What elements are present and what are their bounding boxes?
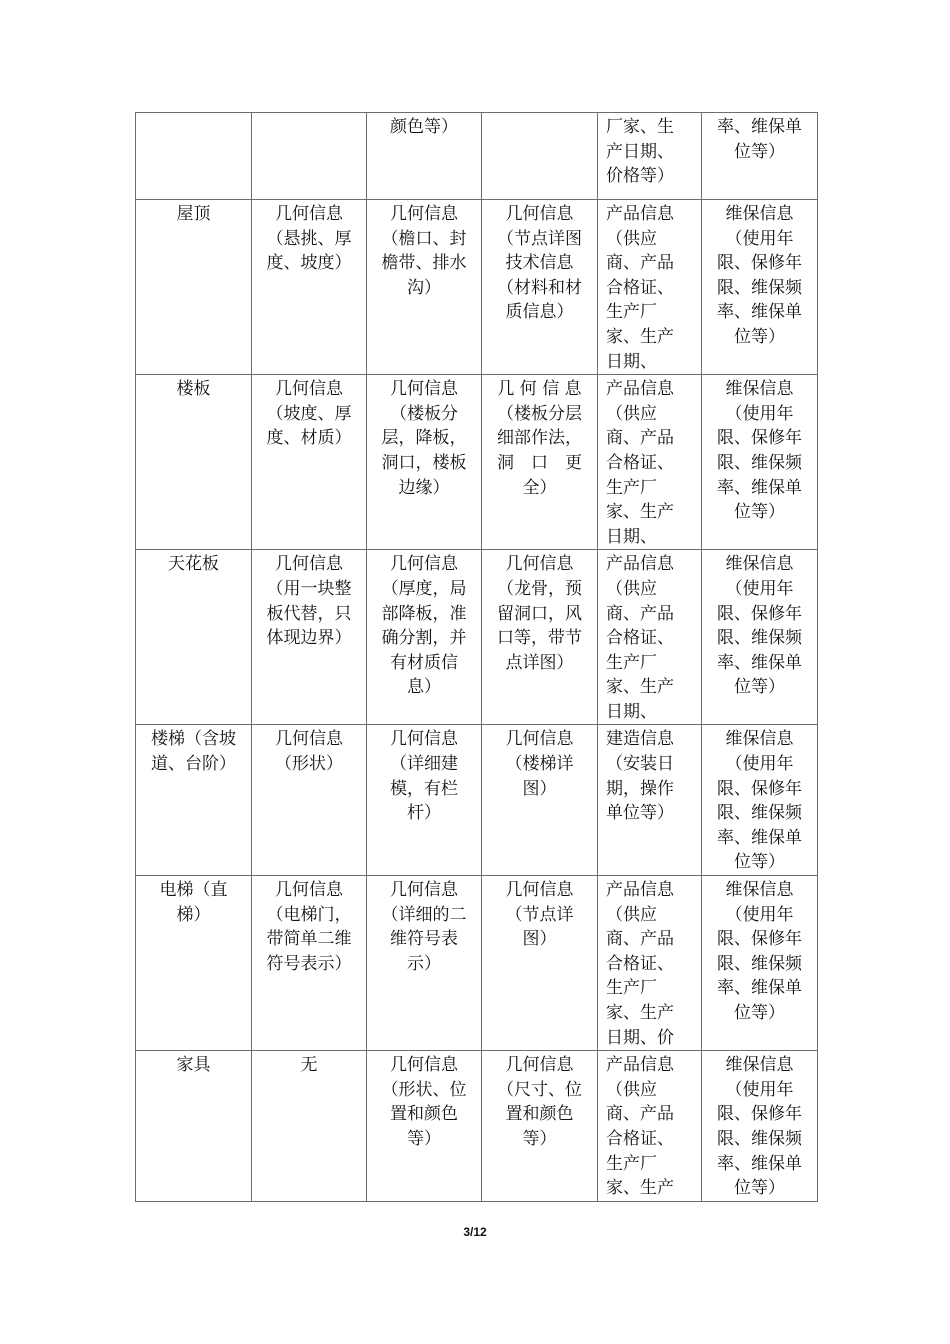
- page-number: 3/12: [463, 1225, 487, 1239]
- table-cell: [367, 200, 482, 375]
- cell-text: 产品信息 （供应 商、产品 合格证、 生产厂 家、生产 日期、: [606, 204, 674, 372]
- table-cell: [598, 1051, 702, 1202]
- cell-text: 厂家、生 产日期、 价格等）: [606, 117, 674, 187]
- table-cell: [252, 200, 367, 375]
- table-cell: [136, 113, 252, 200]
- table-row: [136, 1051, 818, 1202]
- table-cell: [702, 550, 818, 725]
- cell-text: 维保信息 （使用年 限、保修年 限、维保频 率、维保单 位等）: [717, 554, 802, 698]
- table-row: [136, 200, 818, 375]
- table-cell: [367, 725, 482, 876]
- cell-text: 几何信息 （形状、位 置和颜色 等）: [381, 1055, 467, 1149]
- cell-text: 几何信息 （节点详图 技术信息 （材料和材 质信息）: [497, 204, 582, 323]
- table-cell: [136, 550, 252, 725]
- cell-text: 几何信息 （檐口、封 檐带、排水 沟）: [381, 204, 467, 298]
- table-cell: [598, 113, 702, 200]
- table-cell: [482, 725, 598, 876]
- cell-text: 产品信息 （供应 商、产品 合格证、 生产厂 家、生产 日期、: [606, 554, 674, 722]
- cell-text: 屋顶: [176, 204, 211, 224]
- cell-text: 几何信息 （悬挑、厚 度、坡度）: [266, 204, 352, 274]
- cell-text: 维保信息 （使用年 限、保修年 限、维保频 率、维保单 位等）: [717, 729, 802, 873]
- cell-text: 几何信息 （厚度，局 部降板，准 确分割，并 有材质信 息）: [381, 554, 467, 698]
- cell-text: 几何信息 （用一块整 板代替，只 体现边界）: [266, 554, 352, 649]
- cell-text: 维保信息 （使用年 限、保修年 限、维保频 率、维保单 位等）: [717, 1055, 802, 1199]
- table-cell: [482, 550, 598, 725]
- cell-text: 几何信息 （坡度、厚 度、材质）: [266, 379, 352, 449]
- table-cell: [252, 725, 367, 876]
- cell-text: 几何信息 （楼梯详 图）: [505, 729, 574, 799]
- cell-text: 维保信息 （使用年 限、保修年 限、维保频 率、维保单 位等）: [717, 379, 802, 523]
- cell-text: 率、维保单 位等）: [717, 117, 802, 162]
- cell-text: 建造信息 （安装日 期，操作 单位等）: [606, 729, 674, 824]
- table-cell: [136, 1051, 252, 1202]
- table-cell: [702, 113, 818, 200]
- cell-text: 楼板: [176, 379, 211, 400]
- table-cell: [598, 725, 702, 876]
- table-body: [136, 113, 818, 1202]
- cell-text: 产品信息 （供应 商、产品 合格证、 生产厂 家、生产 日期、: [606, 379, 674, 547]
- table-cell: [252, 550, 367, 725]
- table-row: [136, 725, 818, 876]
- table-cell: [598, 876, 702, 1051]
- table-cell: [702, 200, 818, 375]
- table-cell: [482, 200, 598, 375]
- table-cell: [482, 876, 598, 1051]
- cell-text: 电梯（直 梯）: [159, 880, 228, 925]
- table-row: [136, 375, 818, 550]
- table-row: [136, 113, 818, 200]
- table-cell: [367, 1051, 482, 1202]
- table-cell: [598, 200, 702, 375]
- table-row: [136, 550, 818, 725]
- table-cell: [482, 375, 598, 550]
- cell-text: 几何信息 （楼板分 层，降板， 洞口，楼板 边缘）: [381, 379, 467, 498]
- table-cell: [598, 550, 702, 725]
- cell-text: 产品信息 （供应 商、产品 合格证、 生产厂 家、生产 日期、价: [606, 880, 674, 1048]
- table-cell: [367, 876, 482, 1051]
- table-cell: [252, 113, 367, 200]
- table-cell: [702, 876, 818, 1051]
- table-cell: [702, 725, 818, 876]
- cell-text: 几何信息 （详细建 模，有栏 杆）: [390, 729, 458, 824]
- table-cell: [252, 876, 367, 1051]
- table-cell: [482, 113, 598, 200]
- table-row: [136, 876, 818, 1051]
- cell-text: 天花板: [168, 554, 219, 575]
- cell-text: 几 何 信 息 （楼板分层 细部作法， 洞 口 更 全）: [497, 379, 582, 498]
- data-table: [135, 112, 818, 1202]
- cell-text: 几何信息 （龙骨，预 留洞口，风 口等，带节 点详图）: [497, 554, 582, 673]
- table-cell: [136, 200, 252, 375]
- cell-text: 几何信息 （尺寸、位 置和颜色 等）: [497, 1055, 582, 1149]
- cell-text: 维保信息 （使用年 限、保修年 限、维保频 率、维保单 位等）: [717, 204, 802, 347]
- cell-text: 颜色等）: [390, 117, 458, 137]
- cell-text: 维保信息 （使用年 限、保修年 限、维保频 率、维保单 位等）: [717, 880, 802, 1023]
- table-cell: [702, 375, 818, 550]
- table-cell: [252, 1051, 367, 1202]
- cell-text: 无: [300, 1055, 318, 1076]
- cell-text: 几何信息 （形状）: [275, 729, 343, 775]
- cell-text: 产品信息 （供应 商、产品 合格证、 生产厂 家、生产: [606, 1055, 674, 1199]
- table-cell: [482, 1051, 598, 1202]
- table-cell: [367, 550, 482, 725]
- cell-text: 几何信息 （详细的二 维符号表 示）: [381, 880, 467, 974]
- table-cell: [367, 113, 482, 200]
- table-cell: [136, 725, 252, 876]
- table-cell: [136, 375, 252, 550]
- cell-text: 几何信息 （电梯门， 带简单二维 符号表示）: [266, 880, 352, 974]
- table-cell: [367, 375, 482, 550]
- cell-text: 几何信息 （节点详 图）: [505, 880, 574, 950]
- table-cell: [702, 1051, 818, 1202]
- table-cell: [598, 375, 702, 550]
- table-cell: [136, 876, 252, 1051]
- cell-text: 楼梯（含坡 道、台阶）: [151, 729, 236, 775]
- cell-text: 家具: [176, 1055, 211, 1076]
- table-cell: [252, 375, 367, 550]
